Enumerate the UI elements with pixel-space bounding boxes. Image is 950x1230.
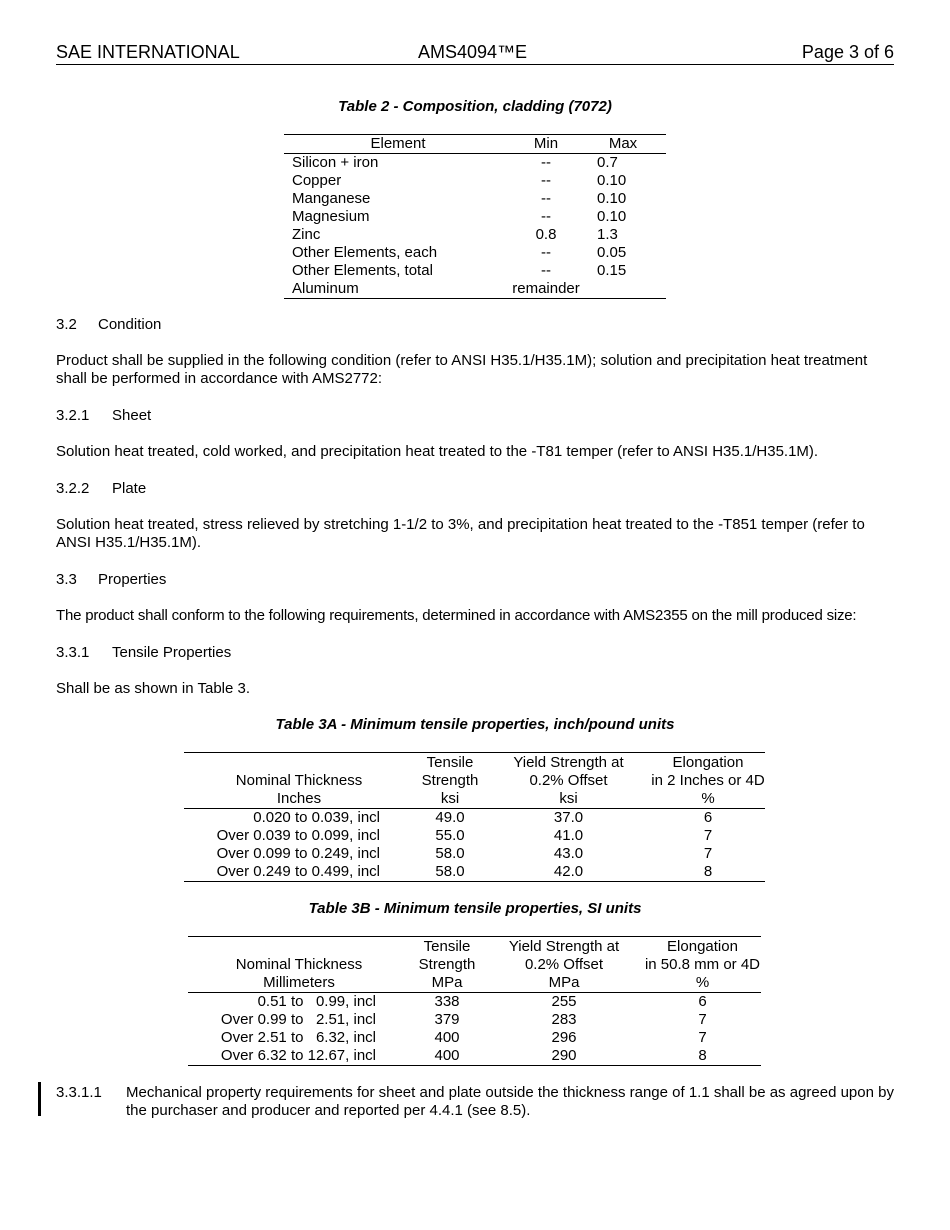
header-cell: Millimeters — [188, 974, 410, 993]
section-3-2-1-text: Solution heat treated, cold worked, and precipitation heat treated to the -T81 temper (refer to ANSI H35.1/H35.1M). — [56, 443, 819, 460]
table-row — [284, 226, 666, 244]
elongation-cell: 8 — [698, 1047, 707, 1064]
section-3-3-1-1-text: Mechanical property requirements for sheet and plate outside the thickness range of 1.1 shall be as agreed upon by the purchaser and producer and reported per 4.4.1 (see 8.5). — [126, 1084, 894, 1119]
header-cell: Strength — [421, 772, 479, 789]
revision-change-bar — [38, 1082, 41, 1116]
section-heading-3-2 — [56, 316, 161, 333]
element-cell: Magnesium — [292, 208, 370, 225]
section-title: Properties — [98, 571, 167, 588]
header-cell — [184, 753, 414, 773]
section-3-2-text: Product shall be supplied in the following condition (refer to ANSI H35.1/H35.1M); solution and precipitation heat treatment shall be performed in accordance with AMS2772: — [56, 352, 868, 387]
table-row — [184, 827, 765, 845]
table3b-caption: Table 3B - Minimum tensile properties, SI units — [308, 900, 642, 917]
yield-cell: 42.0 — [553, 863, 584, 880]
table-row — [284, 244, 666, 262]
min-cell: remainder — [512, 280, 580, 297]
yield-cell: 296 — [551, 1029, 577, 1046]
table-header-row — [184, 772, 765, 790]
element-cell: Silicon + iron — [292, 154, 379, 171]
header-cell: ksi — [414, 790, 486, 809]
yield-cell: 43.0 — [553, 845, 584, 862]
table-header-row — [284, 135, 666, 154]
yield-cell: 290 — [551, 1047, 577, 1064]
header-cell: MPa — [484, 974, 644, 993]
header-cell: Inches — [184, 790, 414, 809]
section-3-3-1-1 — [56, 1084, 896, 1120]
table-row — [284, 172, 666, 190]
thickness-cell: 0.020 to 0.039, incl — [253, 809, 380, 826]
header-cell: ksi — [486, 790, 651, 809]
max-cell: 0.05 — [597, 244, 627, 261]
header-org: SAE INTERNATIONAL — [56, 42, 240, 62]
section-number: 3.2.2 — [56, 480, 90, 497]
header-cell: Yield Strength at — [513, 754, 624, 771]
tensile-cell: 58.0 — [435, 863, 465, 880]
tensile-cell: 58.0 — [435, 845, 465, 862]
section-number: 3.2 — [56, 316, 77, 333]
element-cell: Zinc — [292, 226, 321, 243]
table-row — [184, 863, 765, 882]
yield-cell: 283 — [551, 1011, 577, 1028]
max-cell: 1.3 — [597, 226, 618, 243]
thickness-cell: Over 2.51 to 6.32, incl — [220, 1029, 376, 1046]
header-cell: 0.2% Offset — [524, 956, 604, 973]
elongation-cell: 6 — [703, 809, 713, 826]
thickness-cell: Over 0.249 to 0.499, incl — [216, 863, 380, 880]
table2-caption: Table 2 - Composition, cladding (7072) — [338, 98, 612, 115]
header-cell: Elongation — [672, 754, 744, 771]
section-title: Condition — [98, 316, 162, 333]
elongation-cell: 7 — [703, 845, 713, 862]
table-header-row — [184, 753, 765, 773]
table-row — [284, 280, 666, 299]
max-cell: 0.10 — [597, 190, 627, 207]
section-3-3-1-text: Shall be as shown in Table 3. — [56, 680, 251, 697]
elongation-cell: 6 — [698, 993, 707, 1010]
section-number: 3.3.1 — [56, 644, 90, 661]
header-cell — [188, 937, 410, 957]
tensile-table-inch-pound — [184, 752, 765, 882]
element-cell: Other Elements, each — [292, 244, 438, 261]
header-cell: in 2 Inches or 4D — [651, 772, 765, 789]
element-cell: Manganese — [292, 190, 371, 207]
header-cell: Strength — [418, 956, 476, 973]
element-cell: Aluminum — [292, 280, 359, 297]
table-row — [188, 1011, 761, 1029]
max-cell: 0.10 — [597, 208, 627, 225]
tensile-table-si — [188, 936, 761, 1066]
header-page-number: Page 3 of 6 — [801, 42, 894, 62]
table-header-row — [188, 937, 761, 957]
section-3-2-2-text: Solution heat treated, stress relieved by stretching 1-1/2 to 3%, and precipitation heat treated to the -T851 temper (refer to ANSI H35.1/H35.1M). — [56, 516, 865, 551]
thickness-cell: Over 0.99 to 2.51, incl — [220, 1011, 376, 1028]
tensile-cell: 338 — [434, 993, 460, 1010]
section-heading-3-2-1 — [56, 407, 151, 424]
thickness-cell: Over 0.099 to 0.249, incl — [216, 845, 380, 862]
tensile-cell: 400 — [434, 1029, 460, 1046]
header-cell: % — [644, 974, 761, 993]
element-cell: Copper — [292, 172, 342, 189]
section-number: 3.2.1 — [56, 407, 90, 424]
header-cell: MPa — [410, 974, 484, 993]
elongation-cell: 8 — [703, 863, 713, 880]
tensile-cell: 49.0 — [435, 809, 465, 826]
section-title: Sheet — [112, 407, 152, 424]
header-cell: in 50.8 mm or 4D — [644, 956, 761, 973]
max-cell: 0.10 — [597, 172, 627, 189]
table-row — [184, 845, 765, 863]
max-cell: 0.15 — [597, 262, 627, 279]
table-row — [284, 208, 666, 226]
section-heading-3-2-2 — [56, 480, 146, 497]
section-number: 3.3.1.1 — [56, 1084, 102, 1101]
tensile-cell: 379 — [434, 1011, 460, 1028]
yield-cell: 37.0 — [553, 809, 584, 826]
yield-cell: 41.0 — [553, 827, 584, 844]
section-3-3-text: The product shall conform to the following requirements, determined in accordance with AMS2355 on the mill produced size: — [56, 607, 857, 624]
header-cell: % — [651, 790, 765, 809]
table-row — [188, 993, 761, 1012]
max-cell — [580, 280, 666, 299]
elongation-cell: 7 — [698, 1011, 707, 1028]
header-cell: Nominal Thickness — [235, 956, 363, 973]
section-title: Tensile Properties — [112, 644, 232, 661]
tensile-cell: 400 — [434, 1047, 460, 1064]
elongation-cell: 7 — [698, 1029, 707, 1046]
table-row — [284, 190, 666, 208]
column-header-min: Min — [512, 135, 580, 154]
min-cell: -- — [541, 190, 551, 207]
section-number: 3.3 — [56, 571, 77, 588]
min-cell: -- — [541, 154, 551, 171]
column-header-max: Max — [580, 135, 666, 154]
min-cell: -- — [541, 244, 551, 261]
section-heading-3-3 — [56, 571, 166, 588]
composition-table — [284, 134, 666, 299]
element-cell: Other Elements, total — [292, 262, 433, 279]
min-cell: 0.8 — [535, 226, 557, 243]
min-cell: -- — [541, 172, 551, 189]
thickness-cell: Over 6.32 to 12.67, incl — [220, 1047, 376, 1064]
thickness-cell: 0.51 to 0.99, incl — [257, 993, 376, 1010]
yield-cell: 255 — [551, 993, 577, 1010]
table3a-caption: Table 3A - Minimum tensile properties, inch/pound units — [275, 716, 675, 733]
header-cell: Tensile — [423, 938, 471, 955]
header-cell: Elongation — [667, 938, 738, 955]
header-cell: 0.2% Offset — [529, 772, 608, 789]
header-cell: Yield Strength at — [508, 938, 620, 955]
min-cell: -- — [541, 208, 551, 225]
table-header-row — [188, 974, 761, 993]
tensile-cell: 55.0 — [435, 827, 465, 844]
max-cell: 0.7 — [597, 154, 618, 171]
header-doc-id: AMS4094™E — [418, 42, 528, 62]
table-row — [284, 262, 666, 280]
header-cell: Nominal Thickness — [235, 772, 363, 789]
table-row — [284, 154, 666, 173]
table-header-row — [184, 790, 765, 809]
thickness-cell: Over 0.039 to 0.099, incl — [216, 827, 380, 844]
table-row — [184, 809, 765, 828]
header-cell: Tensile — [426, 754, 474, 771]
table-row — [188, 1029, 761, 1047]
section-heading-3-3-1 — [56, 644, 231, 661]
column-header-element: Element — [284, 135, 512, 154]
page-header — [56, 42, 894, 65]
min-cell: -- — [541, 262, 551, 279]
section-title: Plate — [112, 480, 147, 497]
elongation-cell: 7 — [703, 827, 713, 844]
table-row — [188, 1047, 761, 1066]
table-header-row — [188, 956, 761, 974]
